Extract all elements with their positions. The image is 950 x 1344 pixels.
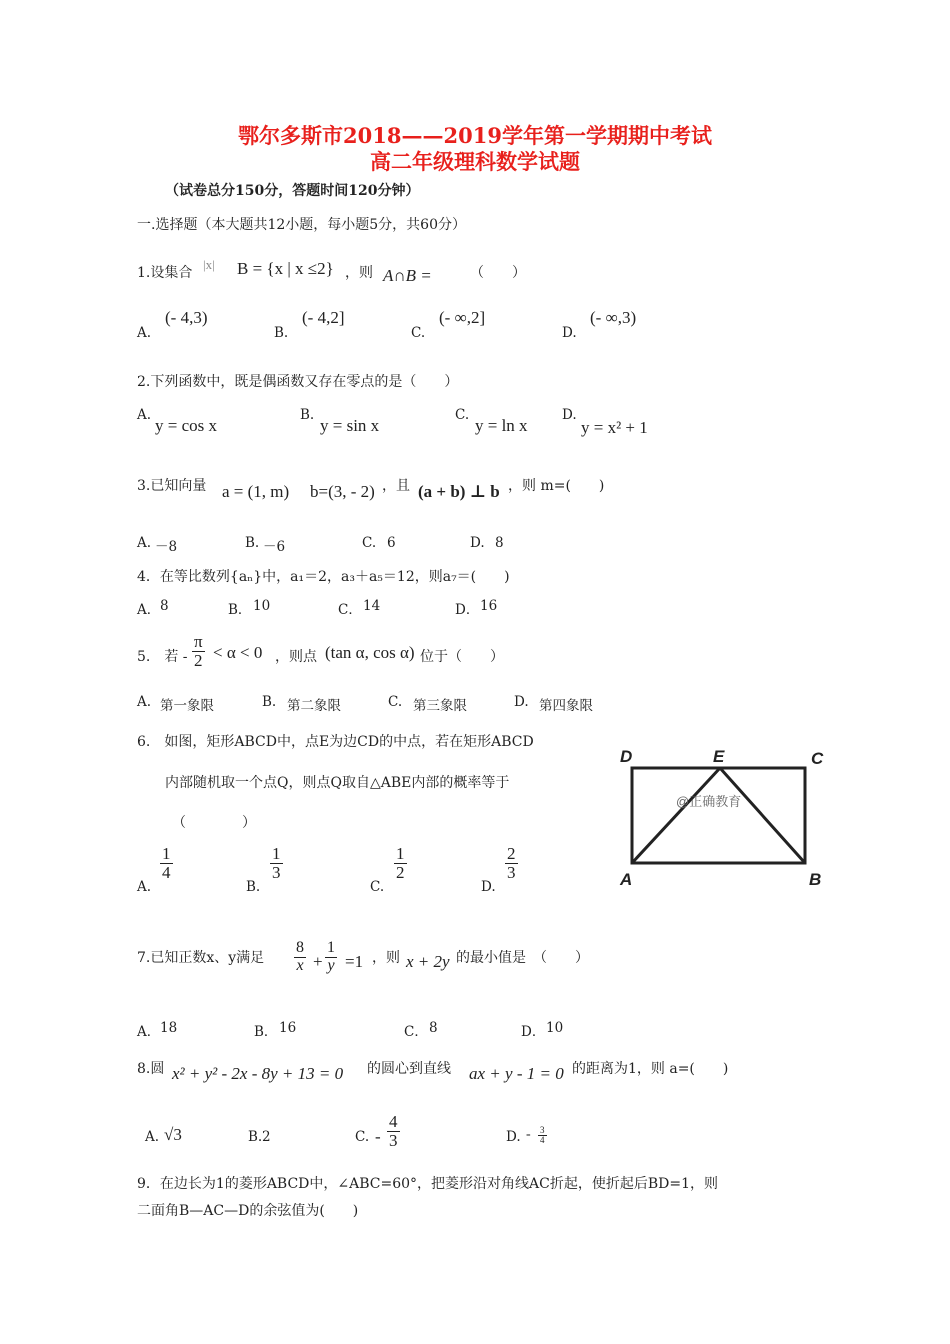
q6-option-a <box>160 845 173 882</box>
q8-option-c-den: 3 <box>389 1130 398 1150</box>
q8-option-d <box>538 1125 547 1145</box>
q1-set-a: |x| <box>203 257 215 272</box>
q1-option-a-letter: A. <box>137 325 152 341</box>
q6-option-a-num: 1 <box>162 844 171 863</box>
q2-stem: 2.下列函数中，既是偶函数又存在零点的是（ ） <box>137 374 459 390</box>
q8-option-c <box>387 1113 400 1150</box>
q6-option-c <box>394 845 407 882</box>
q4-option-d: 16 <box>480 598 498 614</box>
q7-equals: =1 <box>345 952 364 971</box>
q6-option-a-den: 4 <box>162 862 171 882</box>
q3-option-a-letter: A. <box>137 535 152 551</box>
q5-option-a: 第一象限 <box>160 698 214 714</box>
q7-fraction-1 <box>294 940 306 975</box>
q5-tail: 位于（ ） <box>420 649 504 665</box>
q8-circle-equation: x² + y² - 2x - 8y + 13 = 0 <box>172 1064 344 1083</box>
q9-line1: 9．在边长为1的菱形ABCD中，∠ABC=60°，把菱形沿对角线AC折起，使折起后BD=1，则 <box>137 1176 719 1192</box>
q1-stem-mid: ，则 <box>345 265 373 281</box>
q3-vector-b: b=(3, - 2) <box>310 482 375 501</box>
q2-option-a-letter: A. <box>137 407 152 423</box>
q5-fraction-numerator: π <box>194 632 203 651</box>
q3-option-c-letter: C. <box>362 535 377 551</box>
q6-option-b-letter: B. <box>246 879 261 895</box>
q5-point: (tan α, cos α) <box>325 643 415 662</box>
q8-tail: 的距离为1，则 a=( ) <box>572 1061 729 1077</box>
q4-option-c-letter: C． <box>338 602 362 618</box>
q8-option-d-letter: D. <box>506 1129 521 1145</box>
q8-option-d-sign: - <box>526 1127 531 1142</box>
q6-option-b <box>270 845 283 882</box>
q6-option-c-letter: C. <box>370 879 385 895</box>
q6-option-c-num: 1 <box>396 844 405 863</box>
q6-line1: 6. 如图，矩形ABCD中，点E为边CD的中点，若在矩形ABCD <box>137 734 534 750</box>
q8-option-b-letter: B. <box>248 1129 263 1145</box>
q8-option-c-letter: C. <box>355 1129 370 1145</box>
q5-condition: < α < 0 <box>213 643 263 662</box>
watermark-text: @正确教育 <box>676 794 742 809</box>
q8-stem-pre: 8.圆 <box>137 1061 165 1077</box>
label-a: A <box>620 870 633 889</box>
q5-mid: ，则点 <box>275 649 317 665</box>
q3-option-d-letter: D. <box>470 535 485 551</box>
q6-paren: （ ） <box>172 815 256 831</box>
q7-tail: 的最小值是 （ ） <box>456 950 589 966</box>
q1-expr: A∩B = <box>383 266 432 285</box>
q7-expr: x + 2y <box>406 952 450 971</box>
page-subtitle: 高二年级理科数学试题 <box>370 149 580 174</box>
q7-option-b-letter: B． <box>254 1024 278 1040</box>
q5-stem-pre: 5. 若 - <box>137 649 188 665</box>
q7-plus: + <box>313 952 323 971</box>
q1-option-a: (- 4,3) <box>165 308 208 327</box>
q1-option-d-letter: D. <box>562 325 577 341</box>
q3-option-b-letter: B. <box>245 535 260 551</box>
label-c: C <box>811 749 824 768</box>
q2-option-c-letter: C. <box>455 407 470 423</box>
q7-f2-num: 1 <box>327 939 335 956</box>
q6-option-b-num: 1 <box>272 844 281 863</box>
q7-option-b: 16 <box>279 1020 297 1036</box>
q5-option-d: 第四象限 <box>539 698 593 714</box>
q6-option-d-den: 3 <box>507 862 516 882</box>
q8-line-equation: ax + y - 1 = 0 <box>469 1064 564 1083</box>
q5-option-d-letter: D. <box>514 694 529 710</box>
q7-option-c: 8 <box>429 1020 438 1036</box>
q4-option-a: 8 <box>160 598 169 614</box>
q1-option-b-letter: B. <box>274 325 289 341</box>
q5-fraction-denominator: 2 <box>194 650 203 670</box>
q1-paren: （ ） <box>470 265 526 281</box>
exam-note: （试卷总分150分，答题时间120分钟） <box>165 183 420 199</box>
q8-option-c-sign: - <box>375 1127 381 1146</box>
q7-f1-den: x <box>296 956 304 974</box>
q7-fraction-2 <box>325 940 337 975</box>
label-e: E <box>713 747 725 766</box>
q7-option-a-letter: A． <box>137 1024 161 1040</box>
q1-option-c-letter: C. <box>411 325 426 341</box>
page-title: 鄂尔多斯市2018——2019学年第一学期期中考试 <box>238 123 712 148</box>
q2-option-b: y = sin x <box>320 416 380 435</box>
q1-set-b: B = {x | x ≤2} <box>237 259 334 278</box>
q8-option-c-num: 4 <box>389 1112 398 1131</box>
q5-option-b-letter: B. <box>262 694 277 710</box>
q3-condition: (a + b) ⊥ b <box>418 482 500 501</box>
q6-option-c-den: 2 <box>396 862 405 882</box>
q3-vector-a: a = (1, m) <box>222 482 290 501</box>
q5-option-c: 第三象限 <box>413 698 467 714</box>
q5-fraction <box>192 633 205 670</box>
segment-ae <box>632 768 720 863</box>
segment-be <box>720 768 805 863</box>
q3-option-b: －6 <box>263 539 286 555</box>
q6-line2: 内部随机取一个点Q，则点Q取自△ABE内部的概率等于 <box>165 775 510 791</box>
q2-option-b-letter: B. <box>300 407 315 423</box>
q6-option-d <box>505 845 518 882</box>
q7-option-d: 10 <box>546 1020 564 1036</box>
q6-rectangle-diagram <box>610 740 840 895</box>
q1-option-b: (- 4,2] <box>302 308 345 327</box>
q3-tail: ，则 m=( ) <box>508 478 605 494</box>
q6-option-d-letter: D. <box>481 879 496 895</box>
label-d: D <box>620 747 633 766</box>
q5-option-a-letter: A. <box>137 694 152 710</box>
q6-option-b-den: 3 <box>272 862 281 882</box>
q8-mid: 的圆心到直线 <box>367 1061 451 1077</box>
q3-mid: ，且 <box>382 478 410 494</box>
q3-stem-pre: 3.已知向量 <box>137 478 207 494</box>
q7-option-c-letter: C． <box>404 1024 428 1040</box>
section-heading: 一.选择题（本大题共12小题，每小题5分，共60分） <box>137 217 466 233</box>
q5-option-c-letter: C. <box>388 694 403 710</box>
q4-option-b-letter: B． <box>228 602 252 618</box>
q1-stem-pre: 1.设集合 <box>137 265 193 281</box>
q7-f2-den: y <box>327 956 335 974</box>
q1-option-c: (- ∞,2] <box>439 308 486 327</box>
q2-option-d-letter: D. <box>562 407 577 423</box>
q8-option-d-den: 4 <box>540 1135 545 1145</box>
q4-option-b: 10 <box>253 598 271 614</box>
q7-f1-num: 8 <box>296 939 304 956</box>
q4-stem: 4．在等比数列{aₙ}中，a₁＝2，a₃＋a₅＝12，则a₇＝( ) <box>137 569 510 585</box>
q2-option-a: y = cos x <box>155 416 217 435</box>
q8-option-a: √3 <box>164 1125 182 1144</box>
q9-line2: 二面角B—AC—D的余弦值为( ) <box>137 1203 359 1219</box>
q5-option-b: 第二象限 <box>287 698 341 714</box>
label-b: B <box>809 870 822 889</box>
q2-option-d: y = x² + 1 <box>581 418 648 437</box>
q8-option-a-letter: A. <box>145 1129 160 1145</box>
q7-stem-pre: 7.已知正数x、y满足 <box>137 950 265 966</box>
q3-option-a: －8 <box>155 539 178 555</box>
q2-option-c: y = ln x <box>475 416 528 435</box>
q7-mid: ，则 <box>372 950 400 966</box>
rectangle-abcd <box>632 768 805 863</box>
q8-option-b: 2 <box>262 1129 271 1145</box>
q6-option-a-letter: A. <box>137 879 152 895</box>
q6-option-d-num: 2 <box>507 844 516 863</box>
q1-option-d: (- ∞,3) <box>590 308 637 327</box>
q4-option-d-letter: D． <box>455 602 480 618</box>
q3-option-d: 8 <box>495 535 504 551</box>
q8-option-d-num: 3 <box>540 1124 545 1135</box>
q7-option-d-letter: D． <box>521 1024 546 1040</box>
q4-option-a-letter: A． <box>137 602 161 618</box>
q7-option-a: 18 <box>160 1020 178 1036</box>
q3-option-c: 6 <box>387 535 396 551</box>
q4-option-c: 14 <box>363 598 381 614</box>
